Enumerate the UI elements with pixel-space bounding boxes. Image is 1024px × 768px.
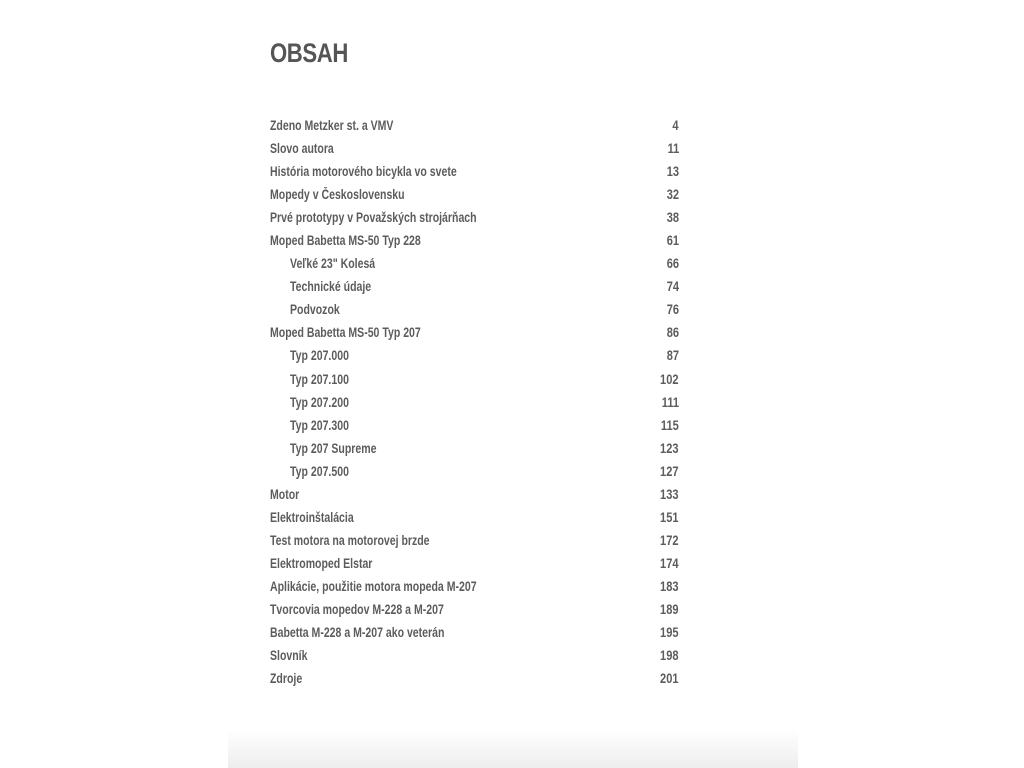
toc-entry-page: 115	[661, 417, 679, 433]
toc-entry-page: 111	[661, 394, 679, 410]
toc-entry[interactable]	[270, 185, 679, 208]
toc-entry-label: Slovo autora	[270, 141, 334, 157]
toc-entry-page: 74	[666, 279, 679, 295]
toc-entry[interactable]	[270, 600, 679, 623]
toc-entry[interactable]	[270, 485, 679, 508]
toc-entry-page: 189	[660, 601, 679, 617]
toc-subentry[interactable]	[270, 277, 679, 300]
toc-entry-label: Podvozok	[290, 302, 340, 318]
toc-subentry[interactable]	[270, 254, 679, 277]
toc-entry-label: História motorového bicykla vo svete	[270, 164, 457, 180]
toc-entry-page: 86	[666, 325, 679, 341]
toc-entry-label: Slovník	[270, 648, 308, 664]
toc-entry-label: Motor	[270, 486, 300, 502]
page-bottom-shadow	[228, 730, 798, 768]
toc-entry-page: 172	[660, 532, 679, 548]
toc-entry-label: Typ 207.300	[290, 417, 349, 433]
toc-entry[interactable]	[270, 508, 679, 531]
table-of-contents	[270, 116, 679, 692]
toc-entry-page: 123	[660, 440, 679, 456]
toc-subentry[interactable]	[270, 462, 679, 485]
toc-entry[interactable]	[270, 323, 679, 346]
toc-entry-label: Elektromoped Elstar	[270, 555, 373, 571]
toc-entry-page: 151	[660, 509, 679, 525]
toc-entry-label: Technické údaje	[290, 279, 372, 295]
toc-entry-label: Zdeno Metzker st. a VMV	[270, 118, 394, 133]
toc-entry[interactable]	[270, 669, 679, 692]
toc-entry-page: 133	[660, 486, 679, 502]
toc-entry[interactable]	[270, 231, 679, 254]
toc-entry-page: 102	[660, 371, 679, 387]
toc-entry-page: 66	[666, 256, 679, 272]
toc-entry-label: Tvorcovia mopedov M-228 a M-207	[270, 601, 444, 617]
toc-entry-page: 76	[666, 302, 679, 318]
toc-entry-label: Mopedy v Československu	[270, 187, 405, 203]
toc-entry[interactable]	[270, 162, 679, 185]
toc-entry-page: 183	[660, 578, 679, 594]
toc-entry-label: Typ 207 Supreme	[290, 440, 377, 456]
toc-subentry[interactable]	[270, 393, 679, 416]
toc-entry-label: Elektroinštalácia	[270, 509, 354, 525]
toc-subentry[interactable]	[270, 300, 679, 323]
toc-entry[interactable]	[270, 554, 679, 577]
toc-entry-page: 198	[660, 648, 679, 664]
toc-entry-page: 201	[660, 671, 679, 687]
toc-entry-label: Moped Babetta MS-50 Typ 228	[270, 233, 421, 249]
page-title: OBSAH	[270, 38, 348, 68]
toc-entry-page: 38	[666, 210, 679, 226]
toc-entry[interactable]	[270, 116, 679, 139]
toc-entry[interactable]	[270, 139, 679, 162]
toc-entry-page: 32	[666, 187, 679, 203]
toc-entry[interactable]	[270, 646, 679, 669]
toc-entry-page: 61	[666, 233, 679, 249]
toc-entry[interactable]	[270, 623, 679, 646]
toc-entry[interactable]	[270, 208, 679, 231]
toc-entry-page: 195	[660, 625, 679, 641]
toc-entry-page: 127	[660, 463, 679, 479]
toc-subentry[interactable]	[270, 346, 679, 369]
toc-entry-label: Typ 207.200	[290, 394, 349, 410]
toc-entry[interactable]	[270, 577, 679, 600]
toc-entry-page: 174	[660, 555, 679, 571]
toc-subentry[interactable]	[270, 416, 679, 439]
toc-entry-label: Test motora na motorovej brzde	[270, 532, 430, 548]
toc-entry-page: 11	[667, 141, 679, 157]
toc-entry-label: Typ 207.000	[290, 348, 349, 364]
toc-entry-page: 13	[666, 164, 679, 180]
toc-entry-label: Veľké 23" Kolesá	[290, 256, 376, 272]
toc-entry-label: Prvé prototypy v Považských strojárňach	[270, 210, 477, 226]
toc-subentry[interactable]	[270, 370, 679, 393]
toc-entry-label: Typ 207.100	[290, 371, 349, 387]
toc-subentry[interactable]	[270, 439, 679, 462]
toc-entry-label: Babetta M-228 a M-207 ako veterán	[270, 625, 445, 641]
toc-entry-label: Moped Babetta MS-50 Typ 207	[270, 325, 421, 341]
toc-entry[interactable]	[270, 531, 679, 554]
toc-entry-label: Aplikácie, použitie motora mopeda M-207	[270, 578, 477, 594]
toc-entry-label: Zdroje	[270, 671, 303, 687]
toc-entry-label: Typ 207.500	[290, 463, 349, 479]
toc-entry-page: 87	[666, 348, 679, 364]
toc-entry-page: 4	[672, 118, 679, 133]
